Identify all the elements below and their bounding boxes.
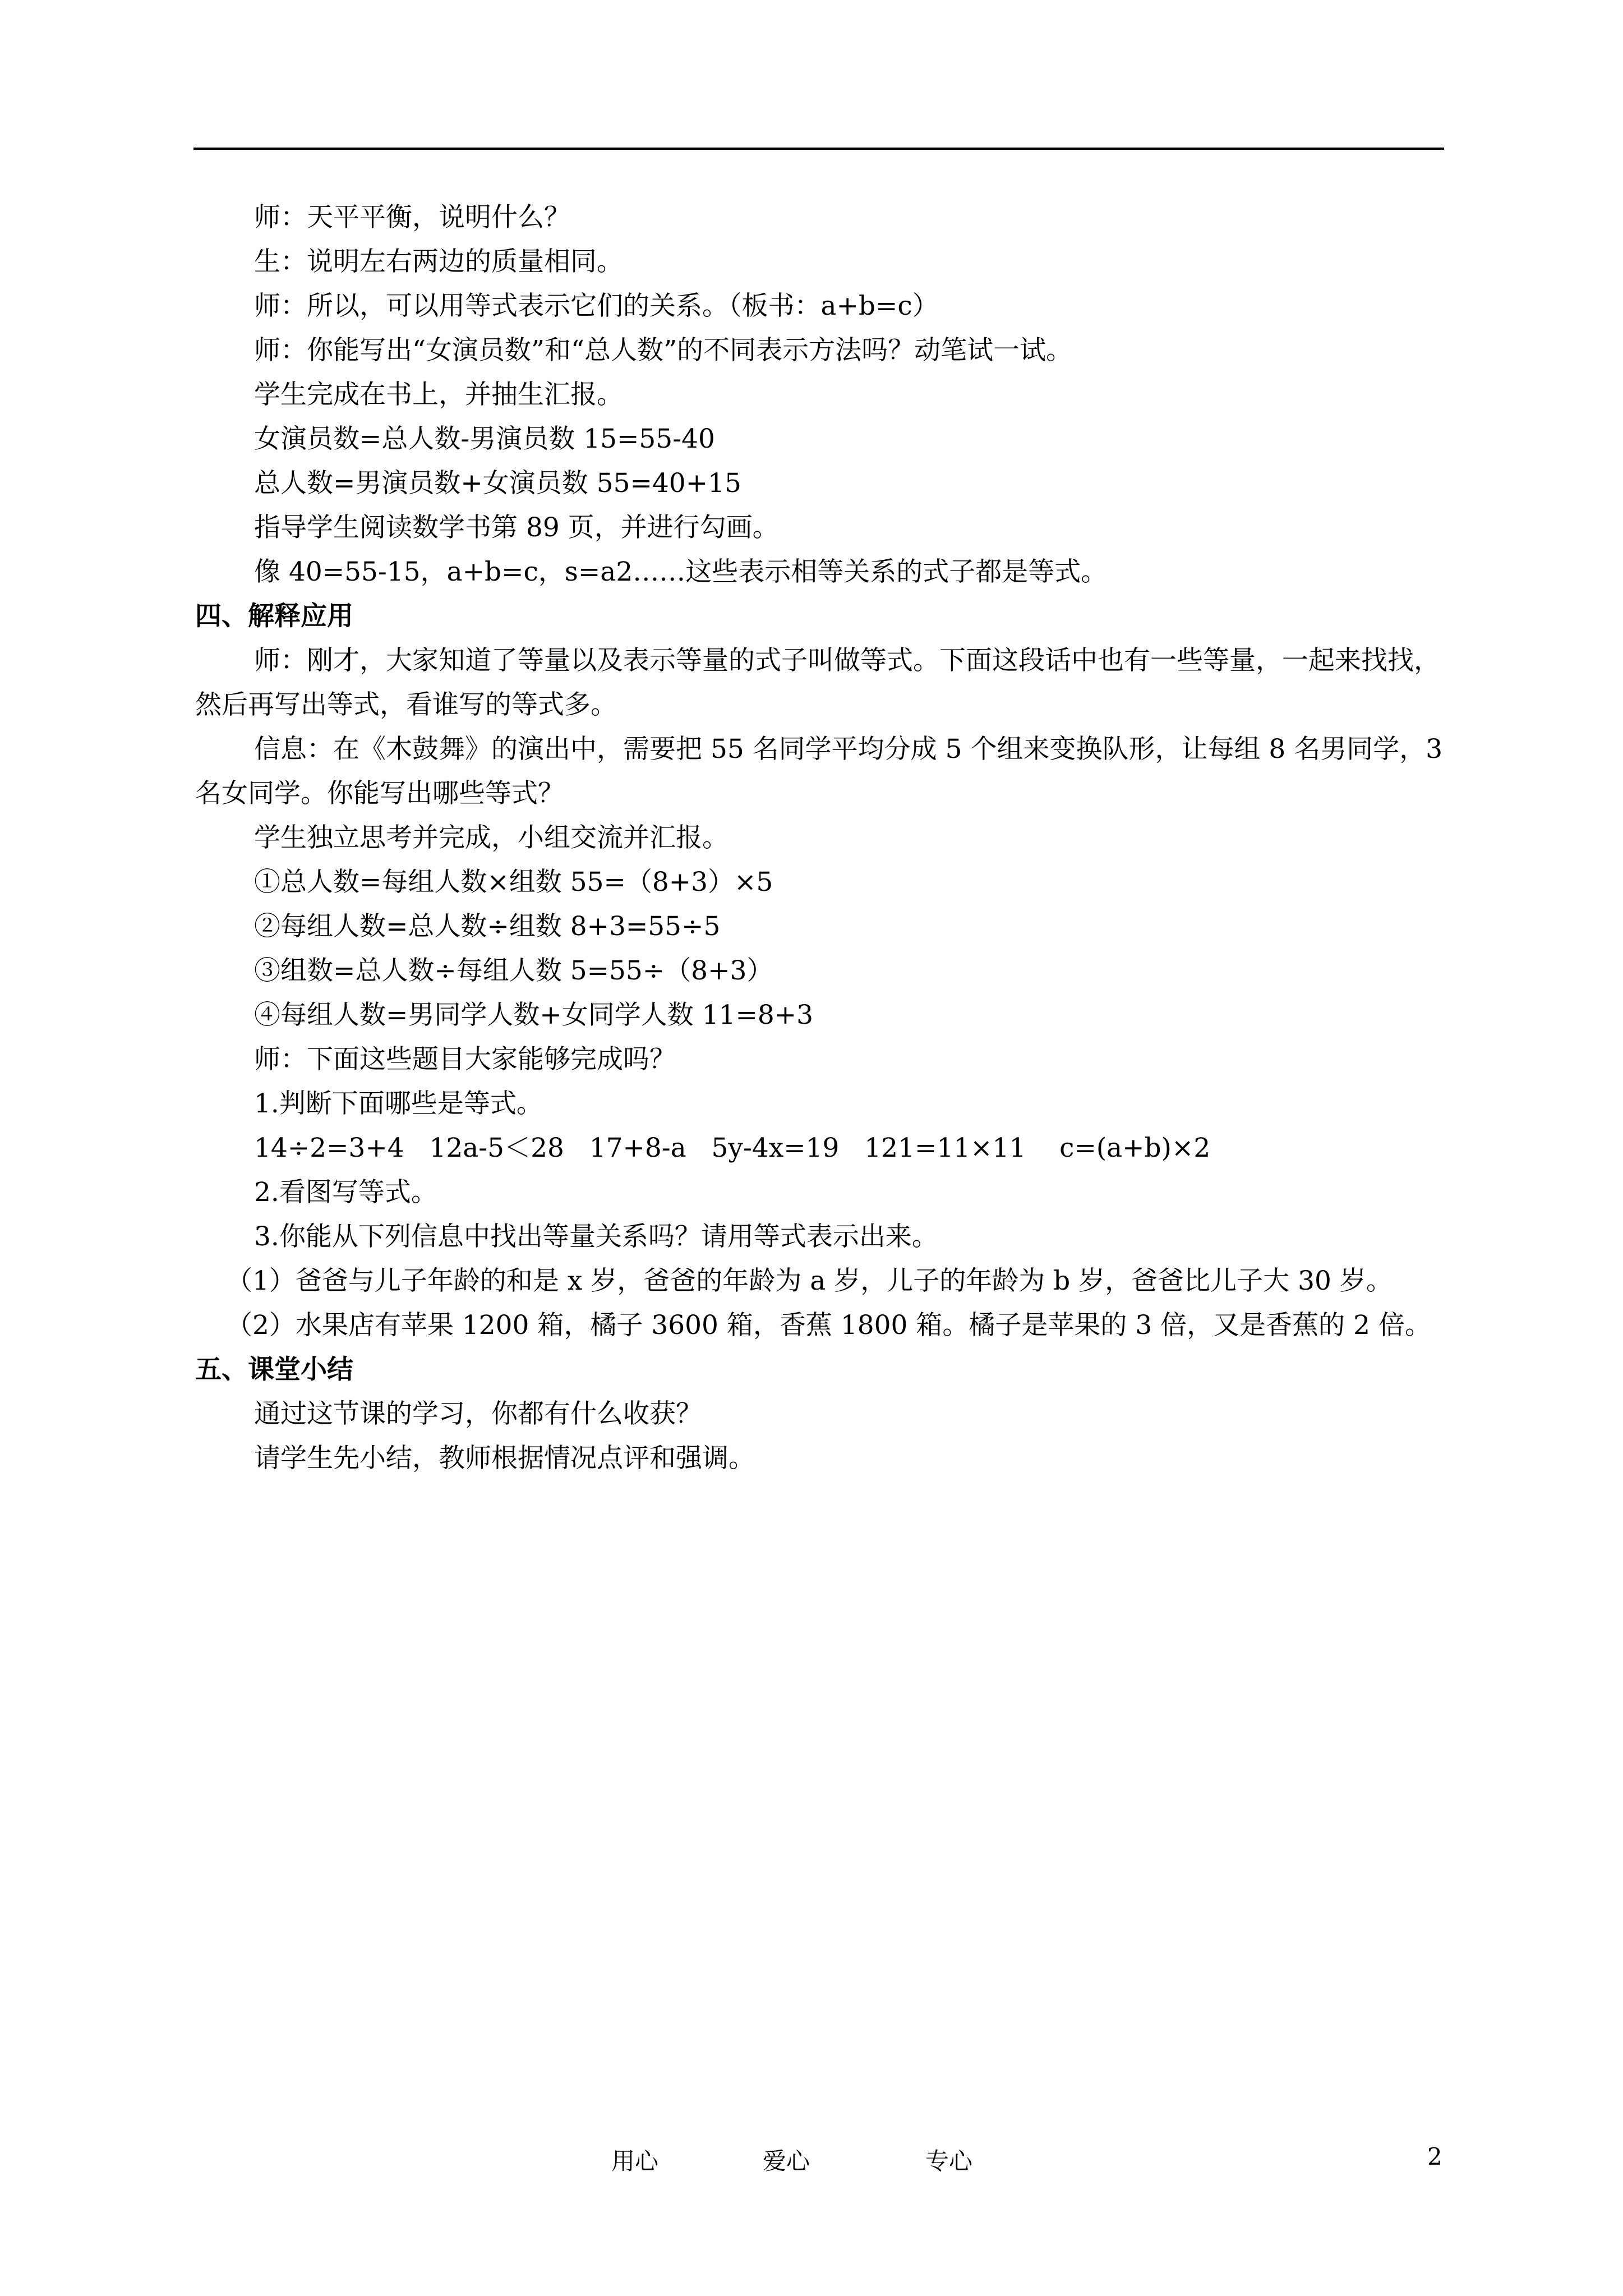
paragraph: 女演员数=总人数-男演员数 15=55-40 <box>254 424 715 454</box>
paragraph: 指导学生阅读数学书第 89 页，并进行勾画。 <box>254 512 779 543</box>
section-heading: 四、解释应用 <box>195 601 353 632</box>
paragraph: 总人数=男演员数+女演员数 55=40+15 <box>254 468 741 499</box>
paragraph: 学生完成在书上，并抽生汇报。 <box>254 379 623 410</box>
paragraph: 2.看图写等式。 <box>254 1177 437 1208</box>
paragraph: 像 40=55-15，a+b=c，s=a2……这些表示相等关系的式子都是等式。 <box>254 556 1108 587</box>
equation-list: 14÷2=3+4 12a-5＜28 17+8-a 5y-4x=19 121=11×11 c=(a+b)×2 <box>254 1133 1211 1163</box>
paragraph: 生：说明左右两边的质量相同。 <box>254 246 623 277</box>
paragraph: ④每组人数=男同学人数+女同学人数 11=8+3 <box>254 1000 814 1030</box>
paragraph: ③组数=总人数÷每组人数 5=55÷（8+3） <box>254 955 773 986</box>
paragraph: 信息：在《木鼓舞》的演出中，需要把 55 名同学平均分成 5 个组来变换队形，让每组 8 名男同学，3 名女同学。你能写出哪些等式？ <box>195 734 1443 809</box>
paragraph: 师：天平平衡，说明什么？ <box>254 202 570 233</box>
footer-word: 爱心 <box>763 2147 810 2175</box>
header-rule <box>193 148 1444 150</box>
footer-word: 用心 <box>611 2147 659 2175</box>
section-heading: 五、课堂小结 <box>195 1354 353 1385</box>
paragraph: （2）水果店有苹果 1200 箱，橘子 3600 箱，香蕉 1800 箱。橘子是苹果的 3 倍，又是香蕉的 2 倍。 <box>226 1310 1431 1341</box>
footer-word: 专心 <box>925 2147 973 2175</box>
paragraph: 请学生先小结，教师根据情况点评和强调。 <box>254 1443 755 1474</box>
paragraph: 师：你能写出“女演员数”和“总人数”的不同表示方法吗？动笔试一试。 <box>254 335 1073 366</box>
paragraph: 师：刚才，大家知道了等量以及表示等量的式子叫做等式。下面这段话中也有一些等量，一起来找找，然后再写出等式，看谁写的等式多。 <box>195 645 1440 720</box>
paragraph: 学生独立思考并完成，小组交流并汇报。 <box>254 822 728 853</box>
paragraph: 通过这节课的学习，你都有什么收获？ <box>254 1398 702 1429</box>
paragraph: 3.你能从下列信息中找出等量关系吗？请用等式表示出来。 <box>254 1221 938 1252</box>
paragraph: 师：下面这些题目大家能够完成吗？ <box>254 1044 676 1075</box>
paragraph: 师：所以，可以用等式表示它们的关系。（板书：a+b=c） <box>254 291 939 321</box>
page-number: 2 <box>1427 2143 1442 2170</box>
paragraph: （1）爸爸与儿子年龄的和是 x 岁，爸爸的年龄为 a 岁，儿子的年龄为 b 岁，爸爸比儿子大 30 岁。 <box>226 1266 1393 1296</box>
paragraph: ①总人数=每组人数×组数 55=（8+3）×5 <box>254 867 773 898</box>
document-body <box>195 195 1444 1480</box>
paragraph: ②每组人数=总人数÷组数 8+3=55÷5 <box>254 911 721 942</box>
paragraph: 1.判断下面哪些是等式。 <box>254 1088 543 1119</box>
